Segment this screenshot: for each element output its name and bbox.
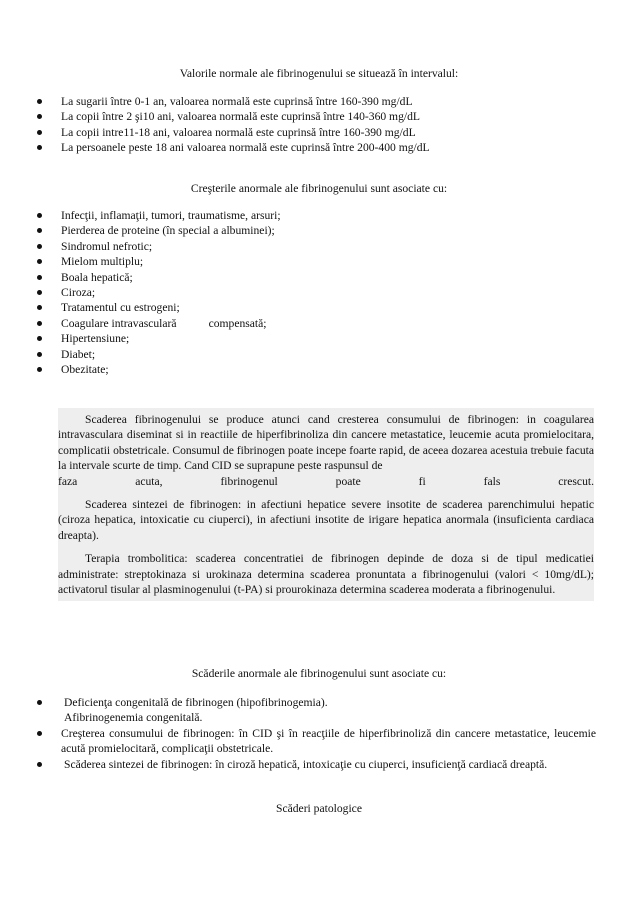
list-item: Diabet;: [36, 347, 596, 362]
bullet-icon: [37, 213, 42, 218]
list-item: Creşterea consumului de fibrinogen: în CID şi în reacţiile de hiperfibrinoliză din cancere metastatice, leucemie acută promielocitară, complicaţii obstetricale.: [36, 726, 596, 757]
list-item: Boala hepatică;: [36, 270, 596, 285]
bullet-icon: [37, 114, 42, 119]
bullet-icon: [37, 762, 42, 767]
paragraph-acute-phase: faza acuta, fibrinogenul poate fi fals crescut.: [58, 474, 594, 488]
section-heading-decreases: Scăderile anormale ale fibrinogenului sunt asociate cu:: [191, 667, 447, 680]
bullet-icon: [37, 244, 42, 249]
list-item: Mielom multiplu;: [36, 254, 596, 269]
bullet-icon: [37, 290, 42, 295]
bullet-icon: [37, 321, 42, 326]
bullet-icon: [37, 275, 42, 280]
increases-list: [36, 208, 596, 377]
bullet-icon: [37, 367, 42, 372]
bullet-icon: [37, 700, 42, 705]
list-item: La copii intre11-18 ani, valoarea normală este cuprinsă între 160-390 mg/dL: [36, 125, 596, 140]
list-item: Infecţii, inflamaţii, tumori, traumatisme, arsuri;: [36, 208, 596, 223]
decreases-list: [36, 695, 596, 772]
paragraph-decrease-synthesis: Scaderea sintezei de fibrinogen: in afectiuni hepatice severe insotite de scaderea parenchimului hepatic (ciroza hepatica, intoxicatie cu ciuperci), in afectiuni insotite de irigare hepatica anormala (insuficienta cardiaca dreapta).: [58, 498, 594, 542]
list-item: Coagulare intravasculară compensată;: [36, 316, 596, 331]
list-item: Hipertensiune;: [36, 331, 596, 346]
bullet-icon: [37, 336, 42, 341]
normal-values-list: [36, 94, 596, 156]
section-heading-normal-values: Valorile normale ale fibrinogenului se situează în intervalul:: [179, 67, 459, 80]
shaded-text-box: [58, 408, 594, 601]
list-item: La persoanele peste 18 ani valoarea normală este cuprinsă între 200-400 mg/dL: [36, 140, 596, 155]
bullet-icon: [37, 259, 42, 264]
bullet-icon: [37, 352, 42, 357]
bullet-icon: [37, 130, 42, 135]
bullet-icon: [37, 228, 42, 233]
list-item: Sindromul nefrotic;: [36, 239, 596, 254]
list-item: Deficienţa congenitală de fibrinogen (hipofibrinogemia). Afibrinogenemia congenitală.: [36, 695, 596, 726]
bullet-icon: [37, 99, 42, 104]
list-item: Obezitate;: [36, 362, 596, 377]
list-item: La sugarii între 0-1 an, valoarea normală este cuprinsă între 160-390 mg/dL: [36, 94, 596, 109]
list-item: La copii între 2 şi10 ani, valoarea normală este cuprinsă între 140-360 mg/dL: [36, 109, 596, 124]
section-heading-increases: Creşterile anormale ale fibrinogenului sunt asociate cu:: [190, 182, 448, 195]
bullet-icon: [37, 305, 42, 310]
list-item: Ciroza;: [36, 285, 596, 300]
bullet-icon: [37, 145, 42, 150]
list-item: Pierderea de proteine (în special a albuminei);: [36, 223, 596, 238]
section-heading-pathological-decreases: Scăderi patologice: [276, 802, 362, 815]
list-item: Tratamentul cu estrogeni;: [36, 300, 596, 315]
list-item: Scăderea sintezei de fibrinogen: în ciroză hepatică, intoxicaţie cu ciuperci, insuficienţă cardiacă dreaptă.: [36, 757, 596, 772]
paragraph-thrombolytic-therapy: Terapia trombolitica: scaderea concentratiei de fibrinogen depinde de doza si de tipul medicatiei administrate: streptokinaza si urokinaza determina scaderea pronuntata a fibrinogenului (valori < 10mg/dL); activatorul tisular al plasminogenului (t-PA) si prourokinaza determina scaderea moderata a fibrinogenului.: [58, 552, 594, 597]
bullet-icon: [37, 731, 42, 736]
paragraph-decrease-consumption: Scaderea fibrinogenului se produce atunci cand cresterea consumului de fibrinogen: in coagularea intravasculara diseminat si in reactiile de hiperfibrinoliza din cancere metastatice, leucemie acuta promielocitara, complicatii obstetricale. Consumul de fibrinogen poate incepe foarte rapid, de aceea dozarea acestuia trebuie facuta la intervale scurte de timp. Cand CID se suprapune peste raspunsul de: [58, 413, 594, 473]
